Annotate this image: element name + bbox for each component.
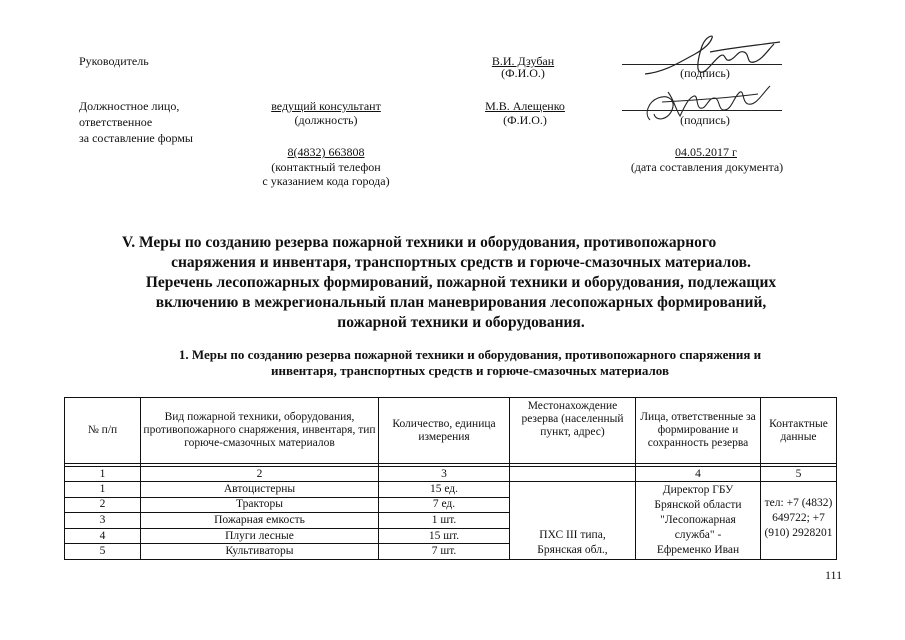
item-quantity: 15 шт.	[379, 528, 510, 544]
column-number: 4	[636, 467, 761, 482]
official-name-caption: (Ф.И.О.)	[503, 113, 547, 127]
item-name: Пожарная емкость	[141, 513, 379, 529]
phone-caption-line-1: (контактный телефон	[271, 160, 381, 174]
document-date-caption: (дата составления документа)	[630, 160, 784, 174]
official-label-line-3: за составление формы	[79, 131, 193, 145]
item-quantity: 7 ед.	[379, 497, 510, 513]
row-number: 1	[65, 482, 141, 498]
official-signature-caption: (подпись)	[680, 113, 730, 127]
manager-name-caption: (Ф.И.О.)	[501, 66, 545, 80]
subsection-title-line: 1. Меры по созданию резерва пожарной техники и оборудования, противопожарного спаряжения и	[178, 347, 762, 362]
item-name: Плуги лесные	[141, 528, 379, 544]
item-quantity: 1 шт.	[379, 513, 510, 529]
column-number	[510, 467, 636, 482]
responsible-line: Директор ГБУ	[662, 484, 734, 496]
item-quantity: 7 шт.	[379, 544, 510, 560]
contact-details	[761, 482, 837, 560]
contact-line: тел: +7 (4832)	[764, 497, 833, 509]
header-cell: Лица, ответственные за формирование и сохранность резерва	[636, 398, 761, 464]
page-number: 111	[825, 568, 843, 582]
section-title-line: пожарной техники и оборудования.	[337, 314, 585, 331]
official-name: М.В. Алещенко	[485, 99, 565, 113]
phone-caption-line-2: с указанием кода города)	[262, 174, 390, 188]
column-number: 1	[65, 467, 141, 482]
row-number: 3	[65, 513, 141, 529]
document-date: 04.05.2017 г	[675, 145, 737, 159]
reserve-location	[510, 482, 636, 560]
location-line: ПХС III типа,	[539, 529, 606, 541]
official-position: ведущий консультант	[271, 99, 381, 113]
subsection-title	[110, 347, 830, 379]
official-position-caption: (должность)	[294, 113, 358, 127]
section-title-line: снаряжения и инвентаря, транспортных средств и горюче-смазочных материалов.	[171, 254, 751, 271]
column-number-row	[65, 467, 837, 482]
header-cell: № п/п	[65, 398, 141, 464]
manager-label: Руководитель	[79, 54, 149, 68]
row-number: 5	[65, 544, 141, 560]
official-signature	[638, 80, 788, 135]
reserve-table	[64, 397, 837, 560]
contact-line: (910) 2928201	[764, 527, 833, 539]
location-line: Брянская обл.,	[537, 544, 608, 556]
manager-signature	[640, 32, 790, 87]
column-number: 2	[141, 467, 379, 482]
header-cell: Количество, единица измерения	[379, 398, 510, 464]
official-label-line-1: Должностное лицо,	[79, 99, 180, 113]
subsection-title-line: инвентаря, транспортных средств и горюче-смазочных материалов	[271, 363, 669, 378]
row-number: 4	[65, 528, 141, 544]
section-title	[96, 233, 826, 333]
column-number: 3	[379, 467, 510, 482]
item-name: Тракторы	[141, 497, 379, 513]
header-cell: Вид пожарной техники, оборудования, противопожарного снаряжения, инвентаря, тип горюче-смазочных материалов	[141, 398, 379, 464]
responsible-line: служба" -	[674, 529, 722, 541]
section-title-line: Перечень лесопожарных формирований, пожарной техники и оборудования, подлежащих	[145, 274, 777, 291]
column-number: 5	[761, 467, 837, 482]
section-title-line: V. Меры по созданию резерва пожарной техники и оборудования, противопожарного	[122, 234, 717, 251]
responsible-line: Брянской области	[654, 499, 742, 511]
responsible-line: Ефременко Иван	[656, 544, 740, 556]
manager-name: В.И. Дзубан	[491, 54, 555, 68]
section-title-line: включению в межрегиональный план маневрирования лесопожарных формирований,	[155, 294, 767, 311]
row-number: 2	[65, 497, 141, 513]
table-header-row	[65, 398, 837, 464]
manager-signature-caption: (подпись)	[680, 66, 730, 80]
item-name: Культиваторы	[141, 544, 379, 560]
contact-line: 649722; +7	[772, 512, 825, 524]
responsible-persons	[636, 482, 761, 560]
official-label-line-2: ответственное	[79, 115, 153, 129]
contact-phone: 8(4832) 663808	[287, 145, 365, 159]
item-quantity: 15 ед.	[379, 482, 510, 498]
table-row	[65, 482, 837, 498]
responsible-line: "Лесопожарная	[660, 514, 736, 526]
item-name: Автоцистерны	[141, 482, 379, 498]
header-cell: Контактные данные	[761, 398, 837, 464]
header-cell: Местонахождение резерва (населенный пункт, адрес)	[510, 398, 636, 464]
